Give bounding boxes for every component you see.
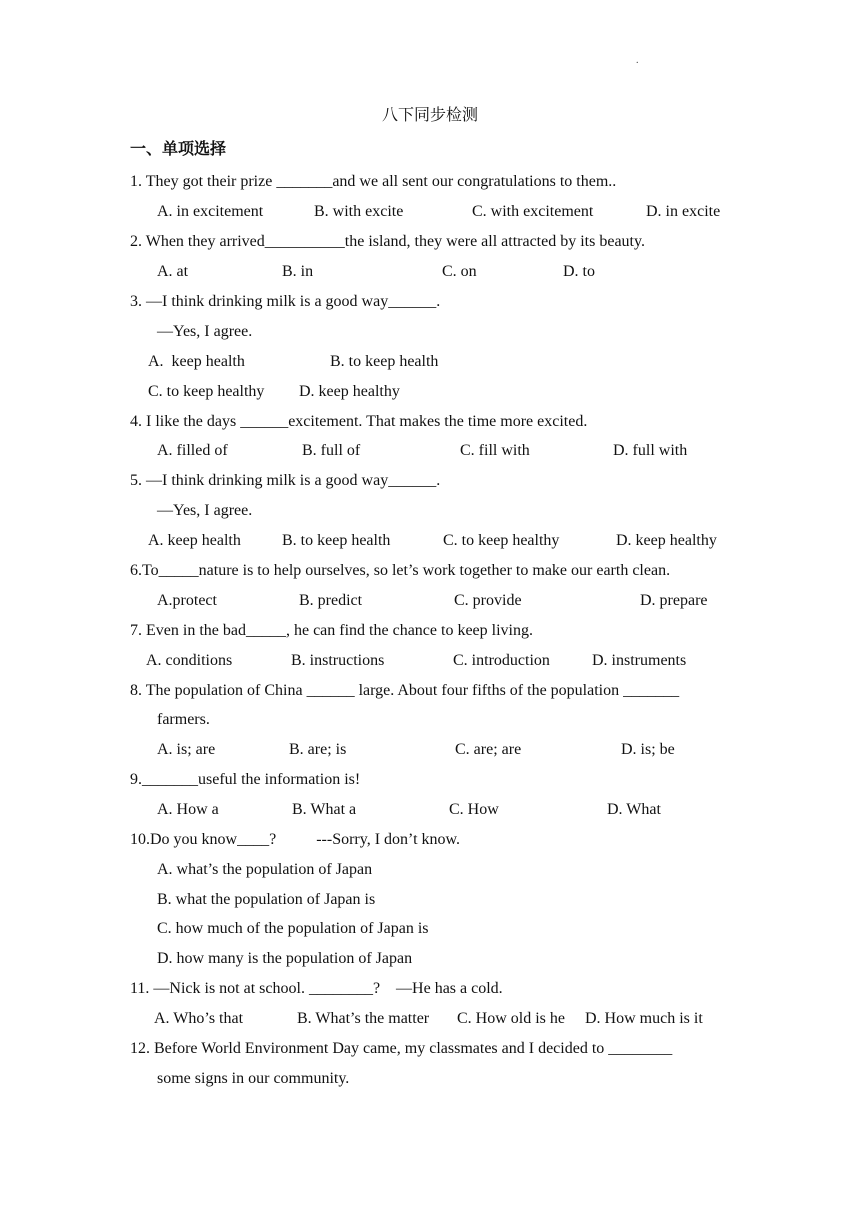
page-title: 八下同步检测 — [381, 105, 478, 124]
question-8-option-b: B. are; is — [289, 741, 347, 758]
question-5-reply: —Yes, I agree. — [157, 502, 253, 519]
question-7-option-d: D. instruments — [592, 652, 687, 669]
question-3-option-d: D. keep healthy — [299, 383, 400, 400]
question-3-option-b: B. to keep health — [330, 353, 439, 370]
question-6: 6.To_____nature is to help ourselves, so let’s work together to make our earth clean. — [130, 562, 671, 579]
question-6-option-b: B. predict — [299, 592, 363, 609]
question-5-option-a: A. keep health — [148, 532, 241, 549]
question-3-reply: —Yes, I agree. — [157, 323, 253, 340]
question-1-option-b: B. with excite — [314, 203, 404, 220]
question-1-option-d: D. in excite — [646, 203, 721, 220]
question-11-option-d: D. How much is it — [585, 1010, 703, 1027]
question-6-option-a: A.protect — [157, 592, 217, 609]
question-8-option-c: C. are; are — [455, 741, 522, 758]
question-4-option-b: B. full of — [302, 442, 361, 459]
question-12: 12. Before World Environment Day came, my classmates and I decided to ________ — [130, 1040, 673, 1057]
question-9-option-d: D. What — [607, 801, 661, 818]
question-5-option-c: C. to keep healthy — [443, 532, 560, 549]
question-6-option-c: C. provide — [454, 592, 522, 609]
question-1: 1. They got their prize _______and we all sent our congratulations to them.. — [130, 173, 617, 190]
question-3: 3. —I think drinking milk is a good way______. — [130, 293, 441, 310]
question-3-option-c: C. to keep healthy — [148, 383, 265, 400]
question-10: 10.Do you know____? ---Sorry, I don’t know. — [130, 831, 461, 848]
question-8-continuation: farmers. — [157, 711, 210, 728]
question-7: 7. Even in the bad_____, he can find the chance to keep living. — [130, 622, 533, 639]
question-2-option-b: B. in — [282, 263, 314, 280]
question-5-option-d: D. keep healthy — [616, 532, 717, 549]
section-heading: 一、单项选择 — [130, 139, 227, 158]
question-8-option-d: D. is; be — [621, 741, 675, 758]
question-10-option-b: B. what the population of Japan is — [157, 891, 376, 908]
question-2-option-d: D. to — [563, 263, 595, 280]
question-9: 9._______useful the information is! — [130, 771, 361, 788]
question-9-option-b: B. What a — [292, 801, 357, 818]
question-11-option-c: C. How old is he — [457, 1010, 565, 1027]
question-8: 8. The population of China ______ large. About four fifths of the population _______ — [130, 682, 680, 699]
question-3-option-a: A. keep health — [148, 353, 245, 370]
question-11-option-b: B. What’s the matter — [297, 1010, 430, 1027]
question-10-option-c: C. how much of the population of Japan is — [157, 920, 429, 937]
question-11: 11. —Nick is not at school. ________? —He has a cold. — [130, 980, 503, 997]
question-11-option-a: A. Who’s that — [154, 1010, 244, 1027]
question-2: 2. When they arrived__________the island, they were all attracted by its beauty. — [130, 233, 645, 250]
question-7-option-b: B. instructions — [291, 652, 385, 669]
question-4: 4. I like the days ______excitement. That makes the time more excited. — [130, 413, 588, 430]
question-4-option-d: D. full with — [613, 442, 688, 459]
question-8-option-a: A. is; are — [157, 741, 216, 758]
page-mark: . — [636, 55, 639, 66]
question-1-option-a: A. in excitement — [157, 203, 264, 220]
question-2-option-c: C. on — [442, 263, 477, 280]
question-2-option-a: A. at — [157, 263, 189, 280]
question-5-option-b: B. to keep health — [282, 532, 391, 549]
question-6-option-d: D. prepare — [640, 592, 708, 609]
question-12-continuation: some signs in our community. — [157, 1070, 350, 1087]
question-7-option-c: C. introduction — [453, 652, 550, 669]
question-10-option-a: A. what’s the population of Japan — [157, 861, 373, 878]
question-10-option-d: D. how many is the population of Japan — [157, 950, 413, 967]
question-9-option-c: C. How — [449, 801, 499, 818]
question-7-option-a: A. conditions — [146, 652, 233, 669]
question-5: 5. —I think drinking milk is a good way______. — [130, 472, 441, 489]
question-1-option-c: C. with excitement — [472, 203, 594, 220]
question-4-option-a: A. filled of — [157, 442, 228, 459]
question-4-option-c: C. fill with — [460, 442, 530, 459]
question-9-option-a: A. How a — [157, 801, 219, 818]
